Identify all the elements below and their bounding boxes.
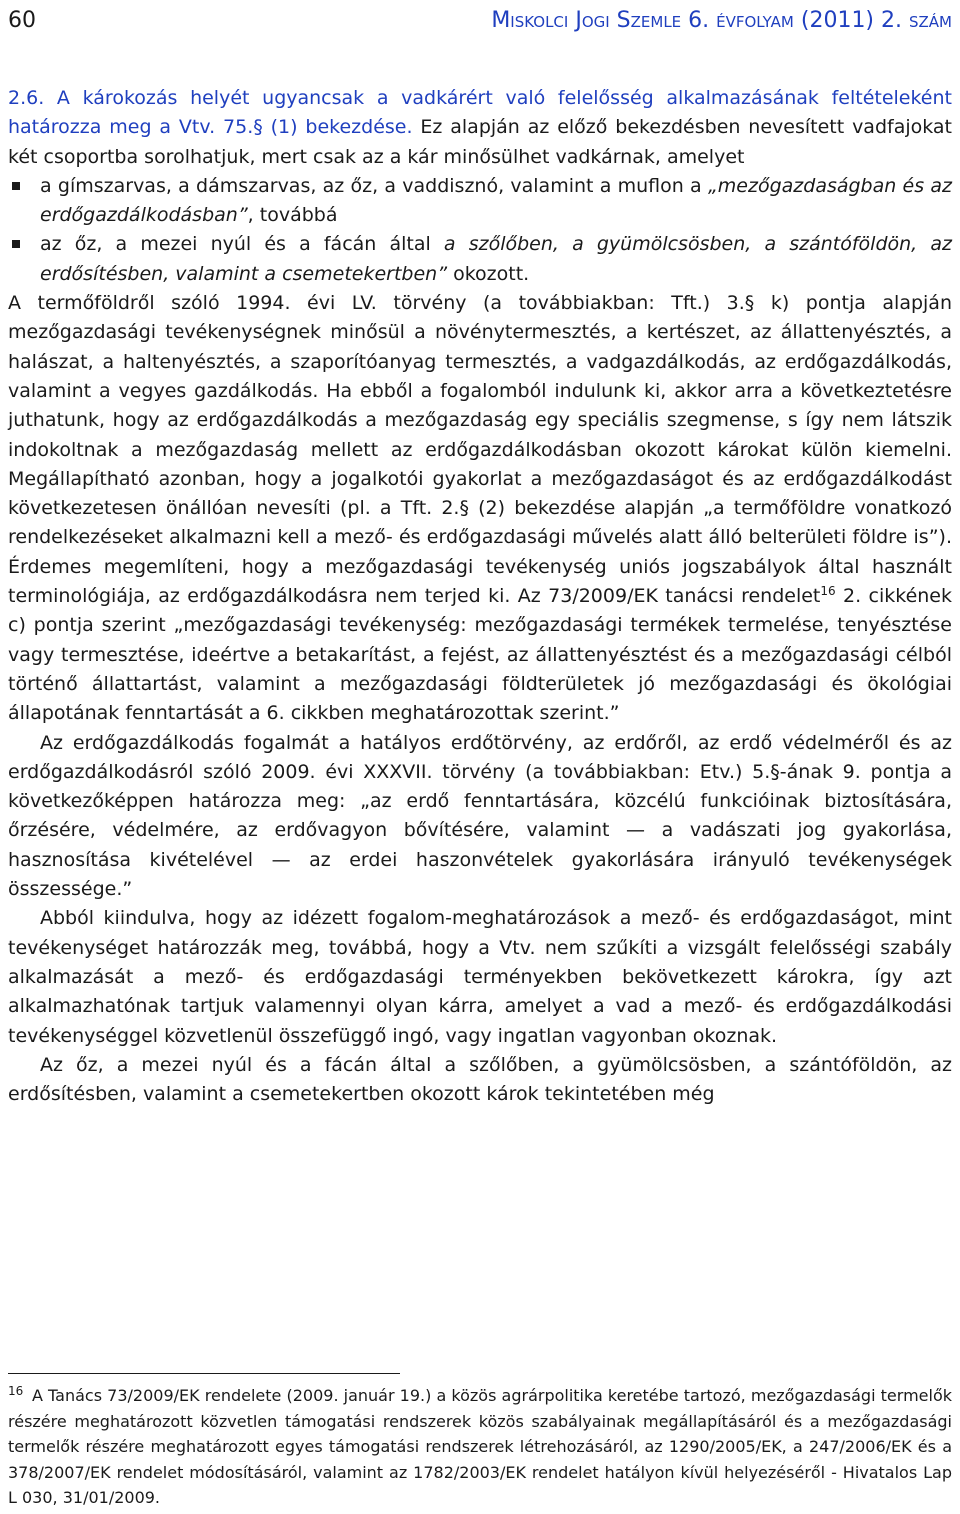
bullet-text: a gímszarvas, a dámszarvas, az őz, a vaddisznó, valamint a muflon a bbox=[40, 174, 708, 197]
section-heading: 2.6. A károkozás helyét ugyancsak a vadkárért való felelősség alkalmazásának feltételeként határozza meg a Vtv. 75.§ (1) bekezdése. bbox=[8, 87, 952, 139]
paragraph-etv: Az erdőgazdálkodás fogalmát a hatályos erdőtörvény, az erdőről, az erdő védelméről és az erdőgazdálkodásról szóló 2009. évi XXXVII. törvény (a továbbiakban: Etv.) 5.§-ának 9. pontja a következőképpen határozza meg: „az erdő fenntartására, közcélú funkcióinak biztosítására, őrzésére, védelmére, az erdővagyon bővítésére, valamint — a vadászati jog gyakorlása, hasznosítása kivételével — az erdei haszonvételek gyakorlására irányuló tevékenységek összessége.” bbox=[8, 731, 952, 901]
paragraph-damage: Az őz, a mezei nyúl és a fácán által a szőlőben, a gyümölcsösben, a szántóföldön, az erdősítésben, valamint a csemetekertben okozott károk tekintetében még bbox=[8, 1053, 952, 1106]
bullet-square-icon bbox=[12, 240, 20, 248]
running-header bbox=[8, 4, 952, 38]
journal-title: Miskolci Jogi Szemle 6. évfolyam (2011) 2. szám bbox=[491, 8, 952, 33]
paragraph-scope: Abból kiindulva, hogy az idézett fogalom-meghatározások a mező- és erdőgazdaságot, mint tevékenységet határozzák meg, továbbá, hogy a Vtv. nem szűkíti a vizsgált felelősségi szabály alkalmazását a mező- és erdőgazdasági terményekben bekövetkezett károkra, így azt alkalmazhatónak tartjuk valamennyi olyan kárra, amelyet a vad a mező- és erdőgazdálkodási tevékenységgel közvetlenül összefüggő ingó, vagy ingatlan vagyonban okoznak. bbox=[8, 907, 952, 1047]
paragraph-text-continued: 2. cikkének c) pontja szerint „mezőgazdasági tevékenység: mezőgazdasági termékek termelése, tenyésztése vagy termesztése, ideértve a betakarítást, a fejést, az állattenyésztést és a mezőgazdasági célból történő állattartást, valamint a mezőgazdasági földterületek jó mezőgazdasági és ökológiai állapotának fenntartását a 6. cikkben meghatározottak szerint.” bbox=[8, 585, 952, 725]
bullet-text-end: okozott. bbox=[447, 262, 530, 285]
bullet-emphasis: „mezőgazdaságban és az erdőgazdálkodásban” bbox=[40, 174, 953, 227]
footnote: 16 A Tanács 73/2009/EK rendelete (2009. január 19.) a közös agrárpolitika keretébe tartozó, mezőgazdasági termelők részére meghatározott közvetlen támogatási rendszerek közös szabályainak megállapításáról és a mezőgazdasági termelők részére meghatározott egyes támogatási rendszerek létrehozásáról, az 1290/2005/EK, a 247/2006/EK és a 378/2007/EK rendelet módosításáról, valamint az 1782/2003/EK rendelet hatályon kívül helyezéséről - Hivatalos Lap L 030, 31/01/2009. bbox=[8, 1384, 952, 1507]
bullet-square-icon bbox=[12, 182, 20, 190]
footnote-text: A Tanács 73/2009/EK rendelete (2009. január 19.) a közös agrárpolitika keretébe tartozó, mezőgazdasági termelők részére meghatározott közvetlen támogatási rendszerek közös szabályainak megállapításáról és a mezőgazdasági termelők részére meghatározott egyes támogatási rendszerek létrehozásáról, az 1290/2005/EK, a 247/2006/EK és a 378/2007/EK rendelet módosításáról, valamint az 1782/2003/EK rendelet hatályon kívül helyezéséről - Hivatalos Lap L 030, 31/01/2009. bbox=[8, 1386, 952, 1507]
bullet-list bbox=[8, 172, 952, 289]
bullet-text-end: , továbbá bbox=[247, 204, 338, 227]
bullet-emphasis: a szőlőben, a gyümölcsösben, a szántóföldön, az erdősítésben, valamint a csemetekertben” bbox=[40, 233, 952, 285]
paragraph-tft bbox=[8, 289, 952, 728]
page-number: 60 bbox=[8, 8, 36, 33]
body-text bbox=[8, 84, 952, 1109]
bullet-text: az őz, a mezei nyúl és a fácán által bbox=[40, 233, 444, 256]
list-item bbox=[8, 172, 952, 231]
list-item bbox=[8, 230, 952, 289]
section-paragraph bbox=[8, 84, 952, 172]
footnote-divider bbox=[8, 1373, 400, 1374]
section-lead-text: Ez alapján az előző bekezdésben nevesített vadfajokat két csoportba sorolhatjuk, mert csak az a kár minősülhet vadkárnak, amelyet bbox=[8, 116, 953, 168]
footnote-reference[interactable]: 16 bbox=[820, 584, 836, 599]
paragraph-text: A termőföldről szóló 1994. évi LV. törvény (a továbbiakban: Tft.) 3.§ k) pontja alapján mezőgazdasági tevékenységnek minősül a növénytermesztés, a kertészet, az állattenyésztés, a halászat, a haltenyésztés, a szaporítóanyag termesztés, a vadgazdálkodás, az erdőgazdálkodás, valamint a vegyes gazdálkodás. Ha ebből a fogalomból indulunk ki, akkor arra a következtetésre juthatunk, hogy az erdőgazdálkodás a mezőgazdaság egy speciális szegmense, s így nem látszik indokoltnak a mezőgazdaság mellett az erdőgazdálkodásban okozott károkat külön kiemelni. Megállapítható azonban, hogy a jogalkotói gyakorlat a mezőgazdaságot és az erdőgazdálkodást következetesen önállóan nevesíti (pl. a Tft. 2.§ (2) bekezdése alapján „a termőföldre vonatkozó rendelkezéseket alkalmazni kell a mező- és erdőgazdasági művelés alatt álló belterületi földre is”). Érdemes megemlíteni, hogy a mezőgazdasági tevékenység uniós jogszabályok által használt terminológiája, az erdőgazdálkodásra nem terjed ki. Az 73/2009/EK tanácsi rendelet bbox=[8, 292, 952, 608]
